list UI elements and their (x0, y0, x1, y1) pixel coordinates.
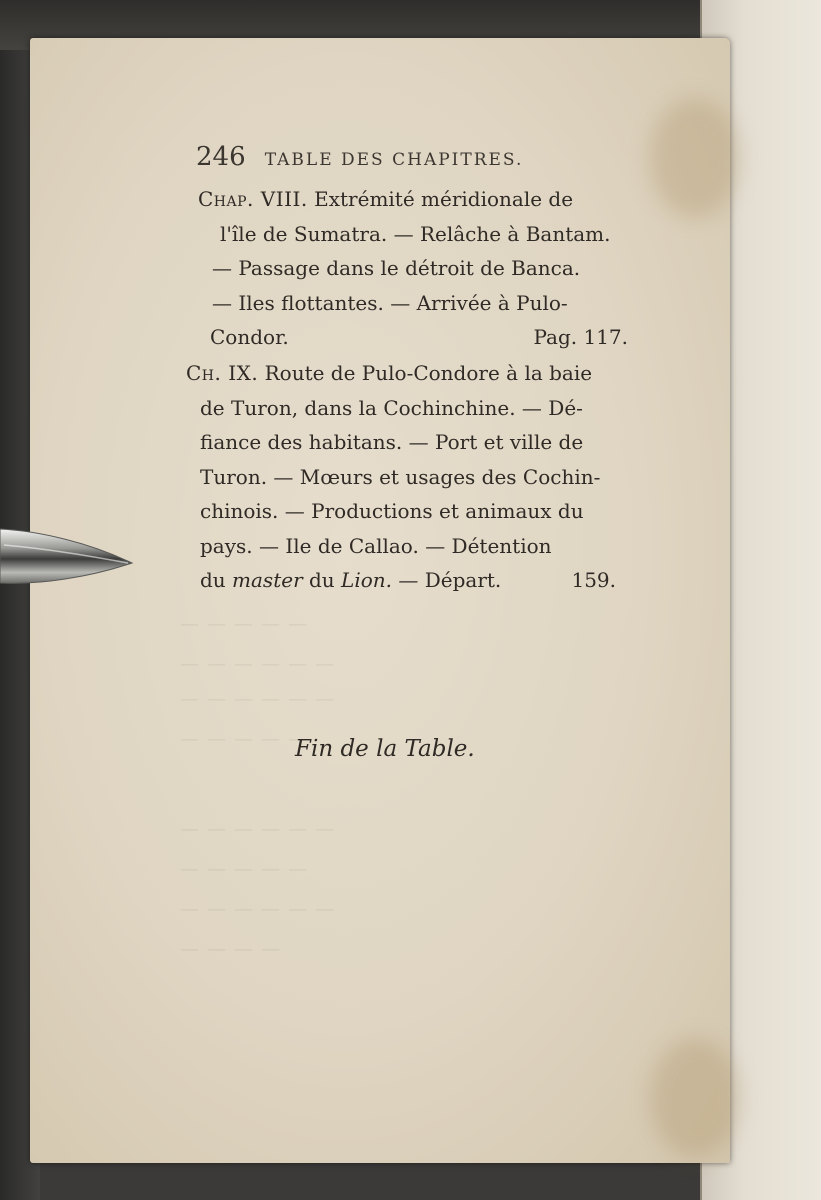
show-through-text: — — — — — (180, 613, 309, 635)
foxing-stain (650, 1038, 740, 1158)
entry-text: Route de Pulo-Condore à la baie (264, 361, 593, 385)
metal-pointer (0, 525, 135, 585)
entry-line: fiance des habitans. — Port et ville de (200, 430, 584, 454)
foxing-stain (650, 98, 740, 218)
page-reference: 159. (571, 568, 616, 592)
entry-text-part: du (200, 568, 233, 592)
running-head (196, 142, 596, 172)
entry-line (198, 182, 628, 217)
entry-line (186, 563, 616, 598)
entry-text (200, 563, 501, 598)
running-title: TABLE DES CHAPITRES. (264, 150, 524, 170)
italic-word: master (232, 568, 303, 592)
show-through-text: — — — — — (180, 728, 309, 750)
toc-entry-chapter-9 (186, 356, 616, 598)
closing-line: Fin de la Table. (295, 736, 475, 762)
chapter-label: Chap. VIII. (198, 187, 308, 211)
entry-line: chinois. — Productions et animaux du (200, 499, 584, 523)
entry-line: — Passage dans le détroit de Banca. (212, 256, 581, 280)
entry-text: Extrémité méridionale de (314, 187, 574, 211)
show-through-text: — — — — — — (180, 898, 336, 920)
entry-line (186, 356, 616, 391)
italic-word: Lion. (341, 568, 393, 592)
entry-line: l'île de Sumatra. — Relâche à Bantam. (220, 221, 611, 246)
entry-line: pays. — Ile de Callao. — Détention (200, 533, 552, 558)
entry-text: Condor. (210, 325, 289, 349)
show-through-text: — — — — — — (180, 818, 336, 840)
entry-line: — Iles flottantes. — Arrivée à Pulo- (212, 290, 568, 315)
chapter-label: Ch. IX. (186, 361, 259, 385)
show-through-text: — — — — — — (180, 688, 336, 710)
entry-line (198, 320, 628, 355)
show-through-text: — — — — — — (180, 653, 336, 675)
toc-entry-chapter-8 (198, 182, 628, 355)
show-through-text: — — — — (180, 938, 282, 960)
entry-line: Turon. — Mœurs et usages des Cochin- (200, 464, 601, 489)
page-number: 246 (196, 142, 246, 172)
entry-text-part: — Départ. (392, 568, 502, 592)
page-reference: Pag. 117. (533, 325, 628, 349)
entry-text-part: du (302, 568, 342, 592)
show-through-text: — — — — — (180, 858, 309, 880)
entry-line: de Turon, dans la Cochinchine. — Dé- (200, 395, 583, 420)
